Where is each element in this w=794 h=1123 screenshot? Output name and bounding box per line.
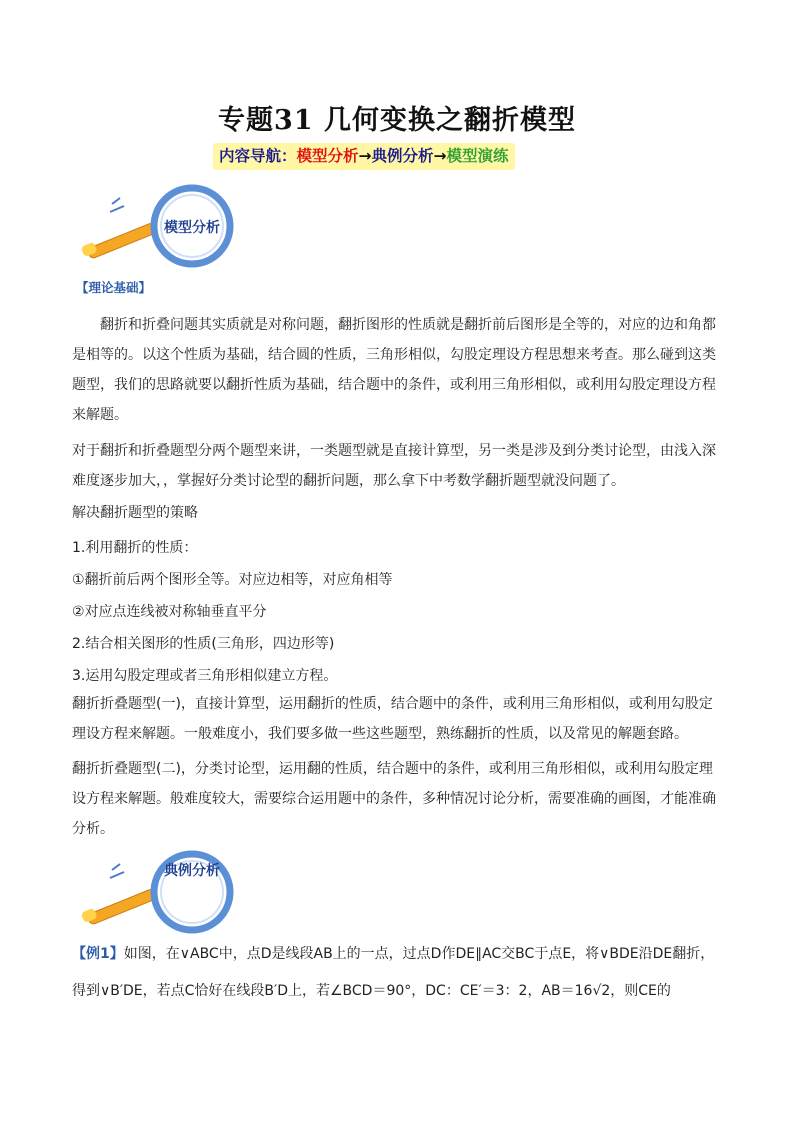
example-problem: [72, 936, 724, 1010]
example-text: 如图，在∨ABC中，点D是线段AB上的一点，过点D作DE∥AC交BC于点E，将∨BDE沿DE翻折，得到∨B′DE，若点C恰好在线段B′D上，若∠BCD＝90°，DC：CE′＝3：2，AB＝16√2，则CE的: [72, 946, 715, 999]
paragraph-types: 对于翻折和折叠题型分两个题型来讲，一类题型就是直接计算型，另一类是涉及到分类讨论型，由浅入深难度逐步加大，，掌握好分类讨论型的翻折问题，那么拿下中考数学翻折题型就没问题了。: [72, 443, 716, 489]
nav-item-example-analysis[interactable]: 典例分析: [371, 147, 434, 165]
example-analysis-badge: [80, 850, 255, 935]
strategy-subitem: ②对应点连线被对称轴垂直平分: [72, 604, 267, 620]
page-title: 专题31 几何变换之翻折模型: [218, 105, 576, 136]
nav-item-model-practice[interactable]: 模型演练: [446, 147, 509, 165]
example-tag: 【例1】: [72, 946, 124, 962]
theory-section-tag: 【理论基础】: [76, 280, 152, 295]
nav-arrow: →: [358, 147, 372, 165]
nav-item-model-analysis[interactable]: 模型分析: [296, 147, 359, 165]
content-navigation: [213, 143, 515, 170]
paragraph-type-two: 翻折折叠题型(二)，分类讨论型，运用翻的性质，结合题中的条件，或利用三角形相似，或利用勾股定理设方程来解题。般难度较大，需要综合运用题中的条件，多种情况讨论分析，需要准确的画图，才能准确分析。: [72, 761, 716, 837]
nav-prefix: 内容导航：: [219, 147, 297, 165]
badge-label: 典例分析: [164, 863, 220, 879]
paragraph-type-one: 翻折折叠题型(一)，直接计算型，运用翻折的性质，结合题中的条件，或利用三角形相似，或利用勾股定理设方程来解题。一般难度小，我们要多做一些这些题型，熟练翻折的性质，以及常见的解题套路。: [72, 696, 713, 742]
paragraph-theory: 翻折和折叠问题其实质就是对称问题，翻折图形的性质就是翻折前后图形是全等的，对应的边和角都是相等的。以这个性质为基础，结合圆的性质，三角形相似，勾股定理设方程思想来考查。那么碰到这类题型，我们的思路就要以翻折性质为基础，结合题中的条件，或利用三角形相似，或利用勾股定理设方程来解题。: [72, 317, 716, 423]
strategy-subitem: ①翻折前后两个图形全等。对应边相等，对应角相等: [72, 572, 393, 588]
nav-arrow: →: [433, 147, 447, 165]
strategy-item: 3.运用勾股定理或者三角形相似建立方程。: [72, 668, 338, 684]
strategy-item: 1.利用翻折的性质：: [72, 540, 198, 556]
strategy-heading: 解决翻折题型的策略: [72, 505, 198, 521]
strategy-item: 2.结合相关图形的性质(三角形，四边形等): [72, 636, 335, 652]
model-analysis-badge: [80, 184, 255, 269]
badge-label: 模型分析: [164, 220, 220, 236]
